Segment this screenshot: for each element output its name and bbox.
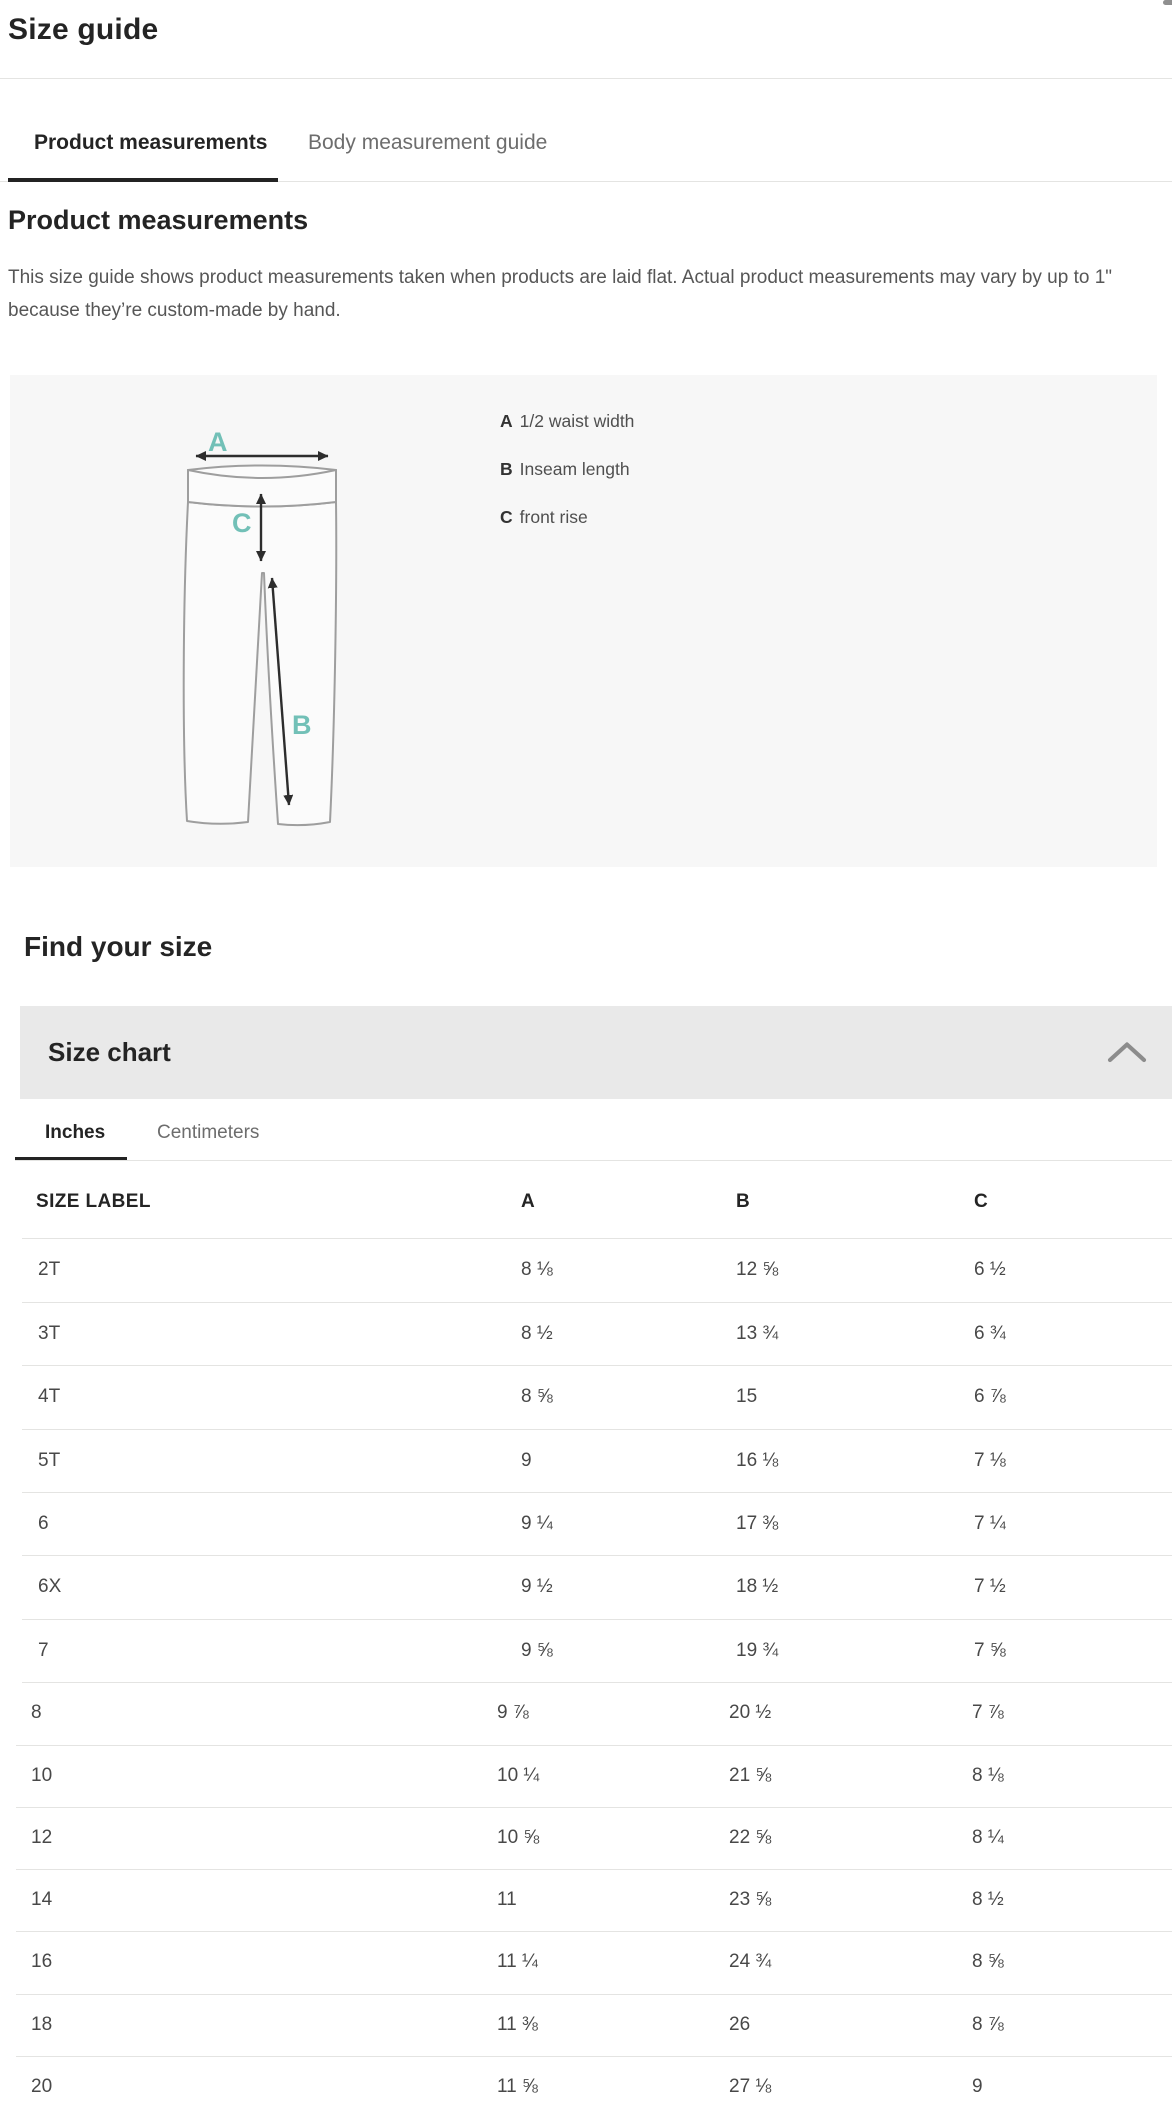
size-label-cell: 10 <box>31 1764 53 1786</box>
column-header-b: B <box>736 1191 751 1212</box>
value-a-cell: 11 ⅜ <box>497 2013 538 2035</box>
legend-item-c <box>500 493 634 541</box>
table-row <box>0 1429 1172 1492</box>
unit-tabs-divider <box>15 1160 1172 1161</box>
table-row <box>0 1555 1172 1618</box>
diagram-label-c: C <box>232 508 252 538</box>
value-a-cell: 9 ½ <box>521 1576 553 1598</box>
pants-diagram-icon <box>180 420 345 830</box>
scrollbar-thumb[interactable] <box>1163 0 1172 5</box>
tab-body-measurement-guide[interactable]: Body measurement guide <box>308 131 548 154</box>
value-c-cell: 9 <box>972 2076 983 2097</box>
value-c-cell: 7 ¼ <box>974 1513 1006 1534</box>
value-b-cell: 24 ¾ <box>729 1951 772 1973</box>
value-c-cell: 7 ⅛ <box>974 1449 1006 1471</box>
value-a-cell: 11 ⅝ <box>497 2076 538 2097</box>
value-b-cell: 26 <box>729 2013 751 2035</box>
table-row <box>0 1492 1172 1555</box>
section-description: This size guide shows product measurements taken when products are laid flat. Actual product measurements may vary by up to 1" because they’re custom-made by hand. <box>8 267 1113 321</box>
value-c-cell: 8 ⅝ <box>972 1951 1004 1973</box>
table-row <box>0 1869 1172 1931</box>
value-b-cell: 12 ⅝ <box>736 1259 779 1281</box>
table-row <box>0 1619 1172 1682</box>
value-c-cell: 8 ½ <box>972 1889 1004 1911</box>
legend-key-a: A <box>500 411 513 431</box>
value-a-cell: 9 ¼ <box>521 1513 553 1534</box>
legend-item-a <box>500 397 634 445</box>
size-label-cell: 8 <box>31 1702 42 1724</box>
table-row <box>0 1994 1172 2056</box>
legend-key-b: B <box>500 459 513 479</box>
size-label-cell: 3T <box>38 1322 61 1344</box>
table-row <box>0 2056 1172 2118</box>
value-a-cell: 10 ⅝ <box>497 1826 540 1848</box>
size-label-cell: 20 <box>31 2076 53 2097</box>
value-a-cell: 9 ⅞ <box>497 1702 529 1724</box>
size-chart-accordion-header[interactable] <box>20 1006 1172 1099</box>
legend-item-b <box>500 445 634 493</box>
value-b-cell: 20 ½ <box>729 1702 772 1724</box>
table-row <box>0 1302 1172 1365</box>
page-title: Size guide <box>8 13 159 46</box>
legend-text-b: Inseam length <box>519 459 630 479</box>
table-row <box>0 1807 1172 1869</box>
size-label-cell: 5T <box>38 1449 61 1471</box>
value-c-cell: 8 ¼ <box>972 1826 1004 1848</box>
diagram-legend <box>500 397 634 541</box>
find-your-size-heading: Find your size <box>24 931 213 962</box>
value-b-cell: 17 ⅜ <box>736 1513 779 1534</box>
table-row <box>0 1931 1172 1993</box>
legend-key-c: C <box>500 507 513 527</box>
tab-centimeters[interactable]: Centimeters <box>157 1122 260 1143</box>
size-label-cell: 16 <box>31 1951 53 1973</box>
diagram-label-a: A <box>208 427 228 457</box>
tab-inches[interactable]: Inches <box>45 1122 106 1143</box>
chevron-up-icon[interactable] <box>1106 1040 1148 1064</box>
value-c-cell: 8 ⅛ <box>972 1764 1004 1786</box>
value-c-cell: 6 ⅞ <box>974 1386 1006 1408</box>
value-c-cell: 6 ½ <box>974 1259 1006 1281</box>
column-header-c: C <box>974 1191 989 1212</box>
section-heading: Product measurements <box>8 205 309 235</box>
value-c-cell: 8 ⅞ <box>972 2013 1004 2035</box>
value-c-cell: 6 ¾ <box>974 1322 1006 1344</box>
active-tab-underline <box>8 178 278 182</box>
title-divider <box>0 78 1172 79</box>
value-a-cell: 9 <box>521 1449 532 1471</box>
size-label-cell: 12 <box>31 1826 53 1848</box>
size-label-cell: 14 <box>31 1889 53 1911</box>
value-b-cell: 16 ⅛ <box>736 1449 779 1471</box>
value-c-cell: 7 ⅞ <box>972 1702 1004 1724</box>
diagram-label-b: B <box>292 710 312 740</box>
value-b-cell: 13 ¾ <box>736 1322 779 1344</box>
value-c-cell: 7 ½ <box>974 1576 1006 1598</box>
legend-text-a: 1/2 waist width <box>519 411 635 431</box>
value-b-cell: 21 ⅝ <box>729 1764 772 1786</box>
size-chart-title: Size chart <box>48 1037 171 1067</box>
legend-text-c: front rise <box>519 507 588 527</box>
value-a-cell: 8 ½ <box>521 1322 553 1344</box>
unit-active-underline <box>15 1157 127 1160</box>
value-b-cell: 27 ⅛ <box>729 2076 772 2097</box>
table-row <box>0 1365 1172 1428</box>
size-label-cell: 2T <box>38 1259 61 1281</box>
value-a-cell: 9 ⅝ <box>521 1639 553 1661</box>
value-b-cell: 19 ¾ <box>736 1639 779 1661</box>
measurement-diagram-panel <box>10 375 1157 867</box>
size-label-cell: 6 <box>38 1513 49 1534</box>
table-row <box>0 1682 1172 1744</box>
value-a-cell: 11 <box>497 1889 517 1911</box>
table-row <box>0 1745 1172 1807</box>
size-label-cell: 4T <box>38 1386 61 1408</box>
value-c-cell: 7 ⅝ <box>974 1639 1006 1661</box>
value-b-cell: 18 ½ <box>736 1576 779 1598</box>
value-b-cell: 22 ⅝ <box>729 1826 772 1848</box>
value-a-cell: 11 ¼ <box>497 1951 538 1973</box>
size-label-cell: 18 <box>31 2013 53 2035</box>
column-header-size-label: SIZE LABEL <box>36 1191 151 1212</box>
column-header-a: A <box>521 1191 536 1212</box>
size-label-cell: 7 <box>38 1639 49 1661</box>
tab-product-measurements[interactable]: Product measurements <box>34 131 268 154</box>
value-a-cell: 8 ⅛ <box>521 1259 553 1281</box>
value-b-cell: 23 ⅝ <box>729 1889 772 1911</box>
value-a-cell: 10 ¼ <box>497 1764 540 1786</box>
value-b-cell: 15 <box>736 1386 758 1408</box>
value-a-cell: 8 ⅝ <box>521 1386 553 1408</box>
row-divider <box>16 2056 1172 2057</box>
table-row <box>0 1238 1172 1301</box>
size-label-cell: 6X <box>38 1576 62 1598</box>
